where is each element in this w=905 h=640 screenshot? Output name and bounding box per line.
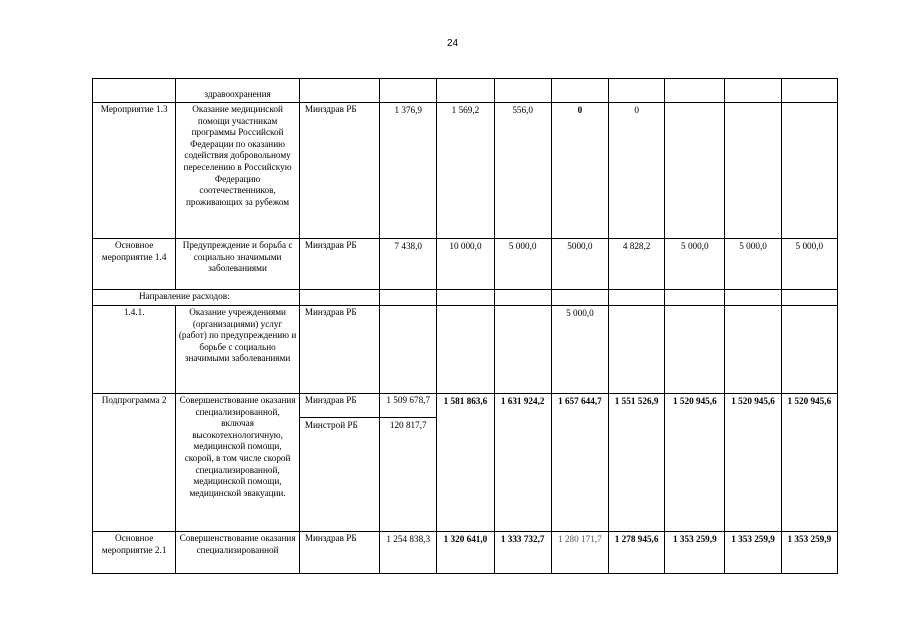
cell-value: 1 353 259,9	[781, 532, 837, 574]
cell-value: 10 000,0	[437, 239, 494, 290]
cell-value: 0	[551, 103, 608, 239]
cell-value: 1 278 945,6	[609, 532, 665, 574]
cell-name: Совершенствование оказания специализированной, включая высокотехнологичную, медицинской помощи, скорой, в том числе скорой специализированной, медицинской помощи, медицинской эвакуации.	[176, 394, 299, 532]
cell-value: 1 569,2	[437, 103, 494, 239]
cell-executor: Минздрав РБ	[299, 532, 379, 574]
cell-value	[494, 306, 551, 394]
cell-value: 5 000,0	[494, 239, 551, 290]
executor-2: Минстрой РБ	[300, 417, 379, 432]
cell-value: 1 520 945,6	[665, 394, 725, 532]
value-1: 1 509 678,7	[386, 395, 431, 405]
cell-value: 5 000,0	[725, 239, 781, 290]
cell-executor: Минздрав РБ	[299, 239, 379, 290]
cell-executor: Минздрав РБ	[299, 306, 379, 394]
cell-value	[665, 103, 725, 239]
cell-executor: Минздрав РБ	[299, 103, 379, 239]
cell-value: 1 551 526,9	[609, 394, 665, 532]
cell-code: Основное мероприятие 2.1	[93, 532, 176, 574]
executor-1: Минздрав РБ	[304, 395, 357, 405]
cell-value: 1 581 863,6	[437, 394, 494, 532]
cell-value	[380, 394, 437, 532]
cell-code: Подпрограмма 2	[93, 394, 176, 532]
cell-value: 1 520 945,6	[781, 394, 837, 532]
table-row	[93, 394, 838, 532]
cell-value	[665, 306, 725, 394]
cell-value	[609, 306, 665, 394]
cell-value: 5 000,0	[551, 306, 608, 394]
value-2: 120 817,7	[380, 417, 436, 432]
cell-value: 1 353 259,9	[665, 532, 725, 574]
cell-value: 7 438,0	[380, 239, 437, 290]
cell-executor	[299, 394, 379, 532]
cell-value: 1 254 838,3	[380, 532, 437, 574]
table-row	[93, 532, 838, 574]
cell-value	[725, 103, 781, 239]
table-row	[93, 79, 838, 103]
cell-value: 4 828,2	[609, 239, 665, 290]
cell-value	[781, 306, 837, 394]
cell-code	[93, 79, 176, 103]
page-number: 24	[446, 38, 459, 49]
cell-value: 556,0	[494, 103, 551, 239]
cell-name: здравоохранения	[176, 79, 299, 103]
table-row	[93, 290, 838, 306]
cell-value: 1 280 171,7	[551, 532, 608, 574]
cell-value	[380, 306, 437, 394]
cell-name: Оказание учреждениями (организациями) услуг (работ) по предупреждению и борьбе с социально значимыми заболеваниями	[176, 306, 299, 394]
table-row	[93, 239, 838, 290]
cell-value: 1 657 644,7	[551, 394, 608, 532]
cell-value	[781, 103, 837, 239]
cell-name: Предупреждение и борьба с социально значимыми заболеваниями	[176, 239, 299, 290]
cell-code: Основное мероприятие 1.4	[93, 239, 176, 290]
table-row	[93, 103, 838, 239]
cell-value: 1 333 732,7	[494, 532, 551, 574]
cell-code: 1.4.1.	[93, 306, 176, 394]
cell-value: 1 631 924,2	[494, 394, 551, 532]
cell-value: 5 000,0	[781, 239, 837, 290]
cell-code: Мероприятие 1.3	[93, 103, 176, 239]
cell-name: Совершенствование оказания специализированной	[176, 532, 299, 574]
cell-value: 5000,0	[551, 239, 608, 290]
cell-value	[437, 306, 494, 394]
table-row	[93, 306, 838, 394]
cell-value	[725, 306, 781, 394]
cell-value: 5 000,0	[665, 239, 725, 290]
section-label: Направление расходов:	[93, 290, 300, 306]
cell-value: 0	[609, 103, 665, 239]
cell-value: 1 520 945,6	[725, 394, 781, 532]
budget-table	[92, 78, 838, 574]
cell-value: 1 320 641,0	[437, 532, 494, 574]
cell-value: 1 376,9	[380, 103, 437, 239]
cell-value: 1 353 259,9	[725, 532, 781, 574]
cell-name: Оказание медицинской помощи участникам программы Российской Федерации по оказанию содействия добровольному переселению в Российскую Федерацию соотечественников, проживающих за рубежом	[176, 103, 299, 239]
